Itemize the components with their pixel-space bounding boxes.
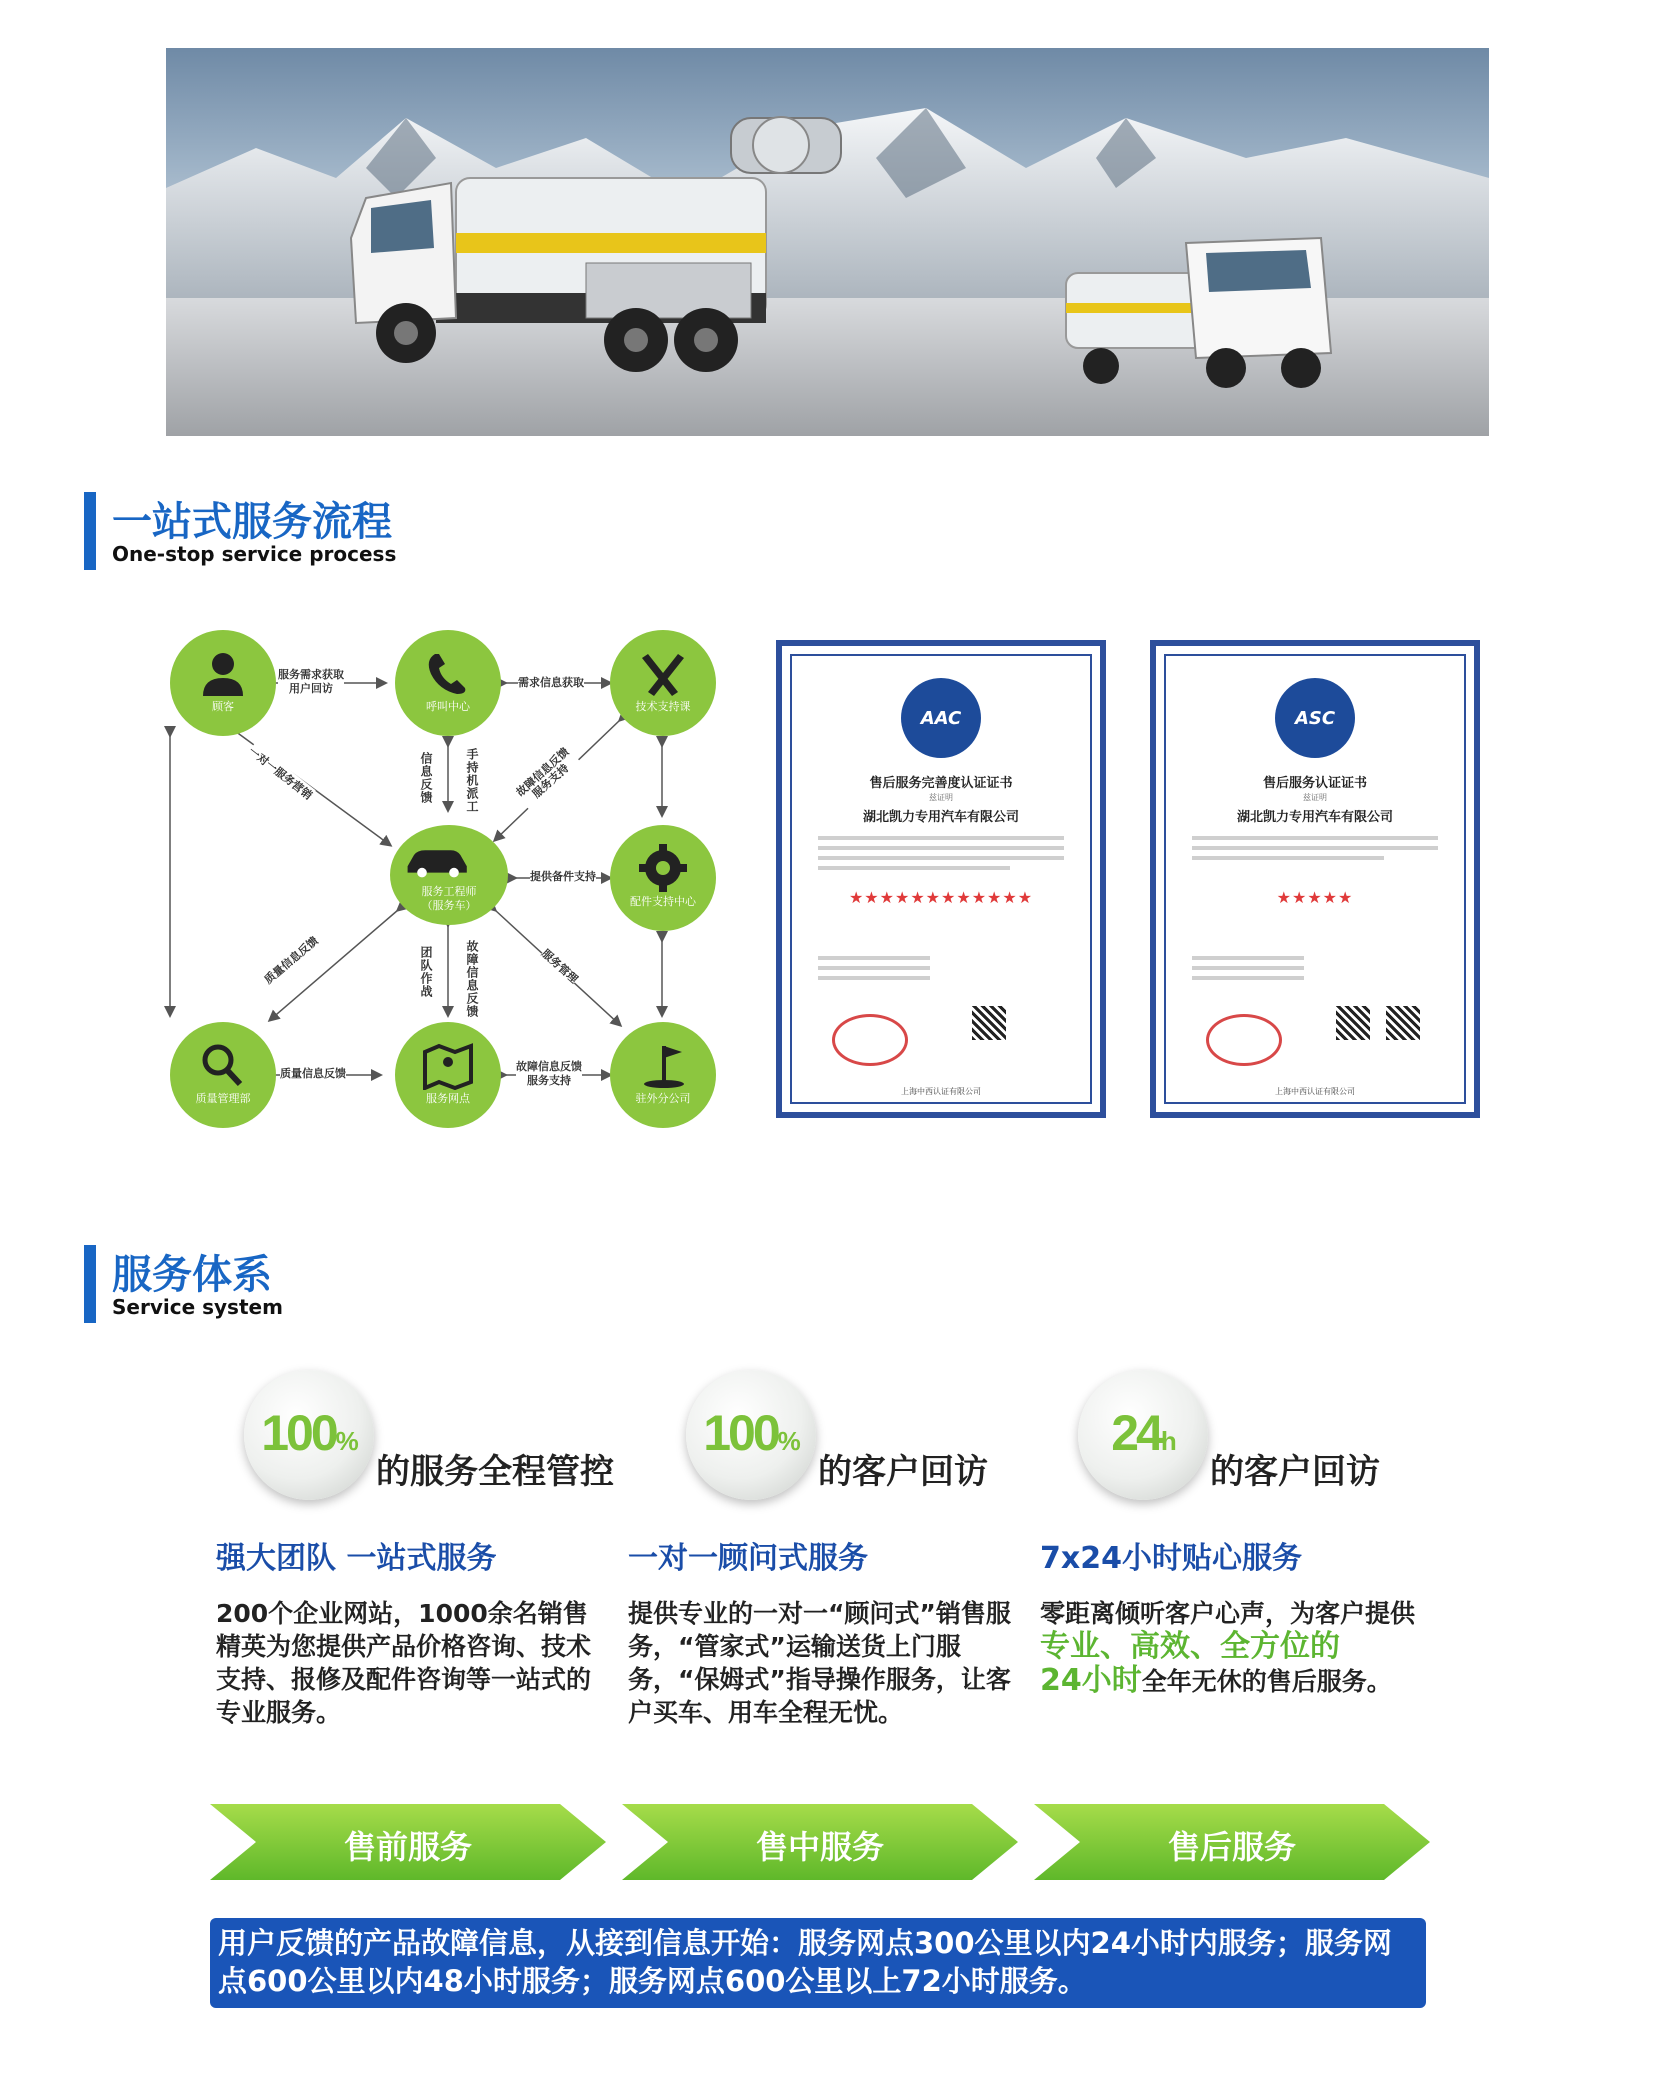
certificate-title: 售后服务完善度认证证书 (869, 776, 1013, 791)
edge-label-cust-eng: 一对一服务营销 (245, 744, 315, 803)
phase-label: 售前服务 (343, 1828, 472, 1866)
fine-print-line (1192, 956, 1304, 960)
fine-print-line (818, 846, 1064, 850)
column-heading-team: 强大团队 一站式服务 (216, 1541, 497, 1576)
node-label: 技术支持课 (635, 700, 691, 713)
fine-print-line (818, 836, 1064, 840)
fine-print-line (818, 866, 1010, 870)
edge-label-line: 用户回访 (289, 682, 333, 695)
edge-label-line: 服务支持 (527, 1074, 571, 1087)
column-text-consultant: 提供专业的一对一“顾问式”销售服务，“管家式”运输送货上门服务，“保姆式”指导操作服务，让客户买车、用车全程无忧。 (628, 1599, 1011, 1727)
stat-unit: % (335, 1426, 359, 1456)
node-label: 质量管理部 (195, 1092, 251, 1105)
fine-print-line (1192, 836, 1438, 840)
edge-label-call-tech: 需求信息获取 (518, 676, 584, 689)
node-label: 配件支持中心 (630, 895, 696, 908)
stat-value: 24 (1111, 1405, 1161, 1461)
text-part: 零距离倾听客户心声，为客户提供 (1040, 1599, 1416, 1628)
tools-icon (610, 648, 716, 698)
rating-stars: ★★★★★★★★★★★★ (848, 888, 1034, 907)
seal-text: AAC (920, 708, 962, 729)
fine-print-line (818, 856, 1064, 860)
golf-flag-icon (610, 1040, 716, 1090)
stat-value: 100 (261, 1405, 336, 1461)
certificate-org: 上海中西认证有限公司 (1275, 1087, 1355, 1096)
qr-code (972, 1006, 1006, 1040)
highlight-text: 专业、高效、全方位的 (1040, 1629, 1340, 1664)
certificate-aac (776, 640, 1106, 1118)
edge-label-eng-quality: 质量信息反馈 (261, 934, 321, 987)
fine-print-line (818, 966, 930, 970)
red-stamp (832, 1014, 908, 1066)
edge-label-call-eng-right: 手持机派工 (465, 748, 479, 813)
certificate-asc (1150, 640, 1480, 1118)
edge-label-tech-eng: 故障信息反馈服务支持 (513, 745, 581, 810)
phone-icon (395, 648, 501, 698)
phase-arrow-insale (622, 1804, 1018, 1880)
stat-number (700, 1404, 804, 1462)
node-service-engineer (390, 825, 508, 925)
certificate-company: 湖北凯力专用汽车有限公司 (1236, 810, 1393, 825)
edge-label-eng-outlet-left: 团队作战 (419, 946, 433, 998)
magnifier-icon (170, 1040, 276, 1090)
edge-label-quality-outlet: 质量信息反馈 (280, 1067, 346, 1080)
edge-label-call-eng-left: 信息反馈 (419, 752, 433, 804)
node-parts-center (610, 825, 716, 931)
edge-label-line: 故障信息反馈 (516, 1060, 582, 1073)
node-label: 呼叫中心 (426, 700, 470, 713)
fine-print-line (1192, 966, 1304, 970)
fine-print-line (1192, 976, 1304, 980)
edge-label-eng-branch: 服务管理 (538, 946, 581, 986)
node-label: 服务工程师 (421, 885, 477, 898)
node-tech-support (610, 630, 716, 736)
phase-arrow-presale (210, 1804, 606, 1880)
node-label: 驻外分公司 (635, 1092, 691, 1105)
node-customer (170, 630, 276, 736)
phase-label: 售后服务 (1167, 1828, 1296, 1866)
stat-caption: 的客户回访 (1210, 1452, 1380, 1492)
node-label: 服务网点 (426, 1092, 470, 1105)
node-label-sub: （服务车） (421, 899, 477, 912)
service-process-diagram (150, 620, 740, 1130)
column-heading-consultant: 一对一顾问式服务 (628, 1541, 868, 1576)
node-service-outlet (395, 1022, 501, 1128)
edge-label-eng-parts: 提供备件支持 (530, 870, 596, 883)
certificate-org: 上海中西认证有限公司 (901, 1087, 981, 1096)
gear-icon (610, 843, 716, 893)
fine-print-line (818, 976, 930, 980)
section-title-zh: 服务体系 (112, 1252, 272, 1298)
certificate-subtitle: 兹证明 (929, 793, 953, 802)
edge-label-outlet-branch (516, 1060, 582, 1088)
phase-label: 售中服务 (755, 1828, 884, 1866)
section-title-en: One-stop service process (112, 542, 397, 566)
phase-arrow-aftersale (1034, 1804, 1430, 1880)
node-branch (610, 1022, 716, 1128)
map-icon (395, 1040, 501, 1090)
stat-value: 100 (703, 1405, 778, 1461)
seal-text: ASC (1294, 708, 1336, 729)
node-quality (170, 1022, 276, 1128)
text-part: 全年无休的售后服务。 (1141, 1667, 1392, 1696)
certificate-seal (1275, 678, 1355, 758)
hero-banner (166, 48, 1489, 436)
edge-label-eng-outlet-right: 故障信息反馈 (465, 940, 479, 1018)
column-text-team: 200个企业网站，1000余名销售精英为您提供产品价格咨询、技术支持、报修及配件咨询等一站式的专业服务。 (216, 1599, 592, 1727)
column-heading-24h: 7x24小时贴心服务 (1040, 1541, 1302, 1576)
stat-caption: 的客户回访 (818, 1452, 988, 1492)
fine-print-line (818, 956, 930, 960)
certificate-company: 湖北凯力专用汽车有限公司 (862, 810, 1019, 825)
certificate-subtitle: 兹证明 (1303, 793, 1327, 802)
section-title-en: Service system (112, 1295, 283, 1319)
edge-label-cust-call (278, 668, 344, 696)
node-call-center (395, 630, 501, 736)
section-title-zh: 一站式服务流程 (112, 499, 392, 545)
qr-code (1336, 1006, 1370, 1040)
stat-caption: 的服务全程管控 (376, 1452, 614, 1492)
rating-stars: ★★★★★ (1276, 888, 1354, 907)
title-accent-bar (84, 492, 96, 570)
node-label: 顾客 (212, 700, 234, 713)
fine-print-line (1192, 856, 1384, 860)
certificate-seal (901, 678, 981, 758)
person-icon (170, 648, 276, 698)
certificate-title: 售后服务认证证书 (1262, 776, 1367, 791)
column-text-24h (1040, 1597, 1432, 1698)
fine-print-line (1192, 846, 1438, 850)
truck-mountain-illustration (166, 48, 1489, 436)
edge-label-line: 服务需求获取 (278, 668, 344, 681)
stat-unit: h (1160, 1426, 1177, 1456)
red-stamp (1206, 1014, 1282, 1066)
stat-number (1092, 1404, 1196, 1462)
stat-number (258, 1404, 362, 1462)
title-accent-bar (84, 1245, 96, 1323)
qr-code (1386, 1006, 1420, 1040)
highlight-text: 24小时 (1040, 1663, 1142, 1698)
car-icon (390, 839, 484, 879)
stat-unit: % (777, 1426, 801, 1456)
service-commitment-notice: 用户反馈的产品故障信息，从接到信息开始：服务网点300公里以内24小时内服务；服务网点600公里以内48小时服务；服务网点600公里以上72小时服务。 (210, 1918, 1426, 2008)
